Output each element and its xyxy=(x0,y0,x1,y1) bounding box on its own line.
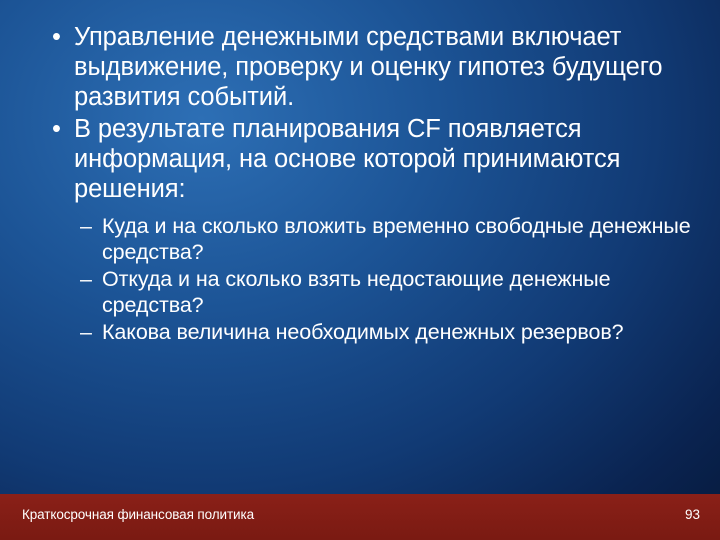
bullet-list-level2 xyxy=(30,214,692,345)
slide-body xyxy=(30,22,692,346)
sub-bullet-text: Куда и на сколько вложить временно свободные денежные средства? xyxy=(102,214,691,265)
sub-bullet-item xyxy=(30,320,692,346)
bullet-text: Управление денежными средствами включает выдвижение, проверку и оценку гипотез будущего развития событий. xyxy=(74,23,663,112)
sub-bullet-text: Откуда и на сколько взять недостающие денежные средства? xyxy=(102,267,611,317)
bullet-item xyxy=(30,114,692,204)
sub-bullet-item xyxy=(30,214,692,266)
slide-footer xyxy=(0,494,720,540)
sub-bullet-text: Какова величина необходимых денежных резервов? xyxy=(102,319,624,344)
bullet-list-level1 xyxy=(30,22,692,204)
dash-marker-icon: – xyxy=(80,267,92,292)
bullet-marker-icon: • xyxy=(52,115,61,144)
footer-title: Краткосрочная финансовая политика xyxy=(22,507,255,522)
dash-marker-icon: – xyxy=(80,214,92,239)
slide-number: 93 xyxy=(684,507,700,522)
bullet-text: В результате планирования CF появляется информация, на основе которой принимаются решения: xyxy=(74,115,621,204)
dash-marker-icon: – xyxy=(80,319,92,344)
bullet-marker-icon: • xyxy=(52,23,61,51)
sub-bullet-item xyxy=(30,267,692,319)
bullet-item xyxy=(30,22,692,112)
